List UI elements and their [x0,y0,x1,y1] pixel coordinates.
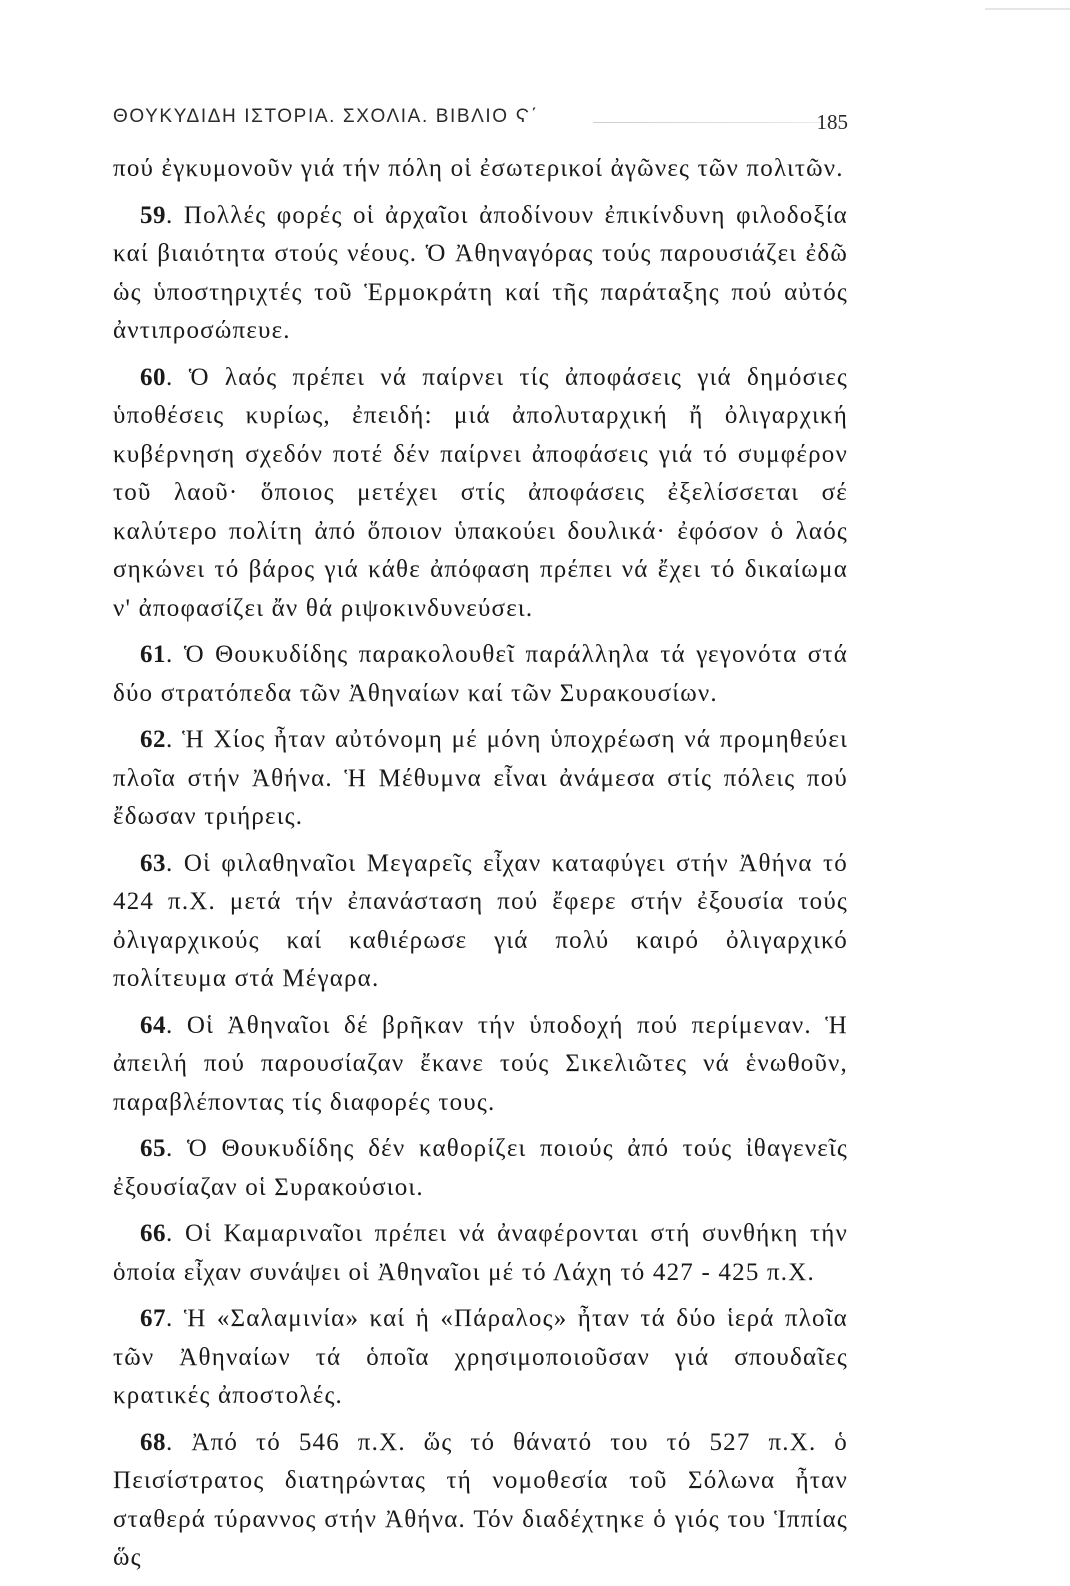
note-number: 67 [140,1305,166,1332]
note-number: 64 [140,1011,166,1039]
note-61: 61. Ὁ Θουκυδίδης παρακολουθεῖ παράλληλα τά γεγονότα στά δύο στρατόπεδα τῶν Ἀθηναίων καί τῶν Συρακουσίων. [113,641,848,707]
note-number: 63 [140,849,166,877]
note-63: 63. Οἱ φιλαθηναῖοι Μεγαρεῖς εἶχαν καταφύγει στήν Ἀθήνα τό 424 π.Χ. μετά τήν ἐπανάσταση πού ἔφερε στήν ἐξουσία τούς ὀλιγαρχικούς καί καθιέρωσε γιά πολύ καιρό ὀλιγαρχικό πολίτευμα στά Μέγαρα. [113,849,849,992]
scan-edge-mark [985,8,1070,10]
note-text: Ἡ «Σαλαμινία» καί ἡ «Πάραλος» ἦταν τά δύο ἱερά πλοῖα τῶν Ἀθηναίων τά ὁποῖα χρησιμοποιοῦσαν γιά σπουδαῖες κρατικές ἀποστολές. [113,1305,848,1409]
note-text: Ὁ Θουκυδίδης παρακολουθεῖ παράλληλα τά γεγονότα στά δύο στρατόπεδα τῶν Ἀθηναίων καί τῶν Συρακουσίων. [113,641,848,707]
running-head: ΘΟΥΚΥΔΙΔΗ ΙΣΤΟΡΙΑ. ΣΧΟΛΙΑ. ΒΙΒΛΙΟ Ϛ΄ [113,106,539,127]
note-text: Ἀπό τό 546 π.Χ. ὥς τό θάνατό του τό 527 π.Χ. ὁ Πεισίστρατος διατηρώντας τή νομοθεσία τοῦ Σόλωνα ἦταν σταθερά τύραννος στήν Ἀθήνα. Τόν διαδέχτηκε ὁ γιός του Ἱππίας ὥς [113,1428,849,1571]
header-rule [593,122,823,123]
note-59: 59. Πολλές φορές οἱ ἀρχαῖοι ἀποδίνουν ἐπικίνδυνη φιλοδοξία καί βιαιότητα στούς νέους. Ὁ Ἀθηναγόρας τούς παρουσιάζει ἐδῶ ὡς ὑποστηριχτές τοῦ Ἑρμοκράτη καί τῆς παράταξης πού αὐτός ἀντιπροσώπευε. [113,201,848,344]
note-number: 66 [140,1220,166,1247]
note-number: 65 [140,1135,166,1162]
paragraph-text: πού ἐγκυμονοῦν γιά τήν πόλη οἱ ἐσωτερικοί ἀγῶνες τῶν πολιτῶν. [113,155,844,182]
note-number: 61 [140,641,166,668]
note-62: 62. Ἡ Χίος ἦταν αὐτόνομη μέ μόνη ὑποχρέωση νά προμηθεύει πλοῖα στήν Ἀθήνα. Ἡ Μέθυμνα εἶναι ἀνάμεσα στίς πόλεις πού ἔδωσαν τριήρεις. [113,726,849,830]
note-text: Ἡ Χίος ἦταν αὐτόνομη μέ μόνη ὑποχρέωση νά προμηθεύει πλοῖα στήν Ἀθήνα. Ἡ Μέθυμνα εἶναι ἀνάμεσα στίς πόλεις πού ἔδωσαν τριήρεις. [113,726,849,830]
note-text: Οἱ Ἀθηναῖοι δέ βρῆκαν τήν ὑποδοχή πού περίμεναν. Ἡ ἀπειλή πού παρουσίαζαν ἔκανε τούς Σικελιῶτες νά ἑνωθοῦν, παραβλέποντας τίς διαφορές τους. [113,1011,848,1116]
note-67: 67. Ἡ «Σαλαμινία» καί ἡ «Πάραλος» ἦταν τά δύο ἱερά πλοῖα τῶν Ἀθηναίων τά ὁποῖα χρησιμοποιοῦσαν γιά σπουδαῖες κρατικές ἀποστολές. [113,1305,848,1409]
note-number: 68 [140,1428,166,1456]
note-text: Οἱ φιλαθηναῖοι Μεγαρεῖς εἶχαν καταφύγει στήν Ἀθήνα τό 424 π.Χ. μετά τήν ἐπανάσταση πού ἔφερε στήν ἐξουσία τούς ὀλιγαρχικούς καί καθιέρωσε γιά πολύ καιρό ὀλιγαρχικό πολίτευμα στά Μέγαρα. [113,849,849,992]
note-text: Ὁ λαός πρέπει νά παίρνει τίς ἀποφάσεις γιά δημόσιες ὑποθέσεις κυρίως, ἐπειδή: μιά ἀπολυταρχική ἤ ὀλιγαρχική κυβέρνηση σχεδόν ποτέ δέν παίρνει ἀποφάσεις γιά τό συμφέρον τοῦ λαοῦ· ὅποιος μετέχει στίς ἀποφάσεις ἐξελίσσεται σέ καλύτερο πολίτη ἀπό ὅποιον ὑπακούει δουλικά· ἐφόσον ὁ λαός σηκώνει τό βάρος γιά κάθε ἀπόφαση πρέπει νά ἔχει τό δικαίωμα ν' ἀποφασίζει ἄν θά ριψοκινδυνεύσει. [113,363,849,622]
note-65: 65. Ὁ Θουκυδίδης δέν καθορίζει ποιούς ἀπό τούς ἰθαγενεῖς ἐξουσίαζαν οἱ Συρακούσιοι. [113,1135,848,1201]
note-text: Ὁ Θουκυδίδης δέν καθορίζει ποιούς ἀπό τούς ἰθαγενεῖς ἐξουσίαζαν οἱ Συρακούσιοι. [113,1135,848,1201]
note-number: 59 [140,201,166,229]
note-64: 64. Οἱ Ἀθηναῖοι δέ βρῆκαν τήν ὑποδοχή πού περίμεναν. Ἡ ἀπειλή πού παρουσίαζαν ἔκανε τούς Σικελιῶτες νά ἑνωθοῦν, παραβλέποντας τίς διαφορές τους. [113,1011,848,1116]
paragraph-continuation [113,150,848,189]
note-60: 60. Ὁ λαός πρέπει νά παίρνει τίς ἀποφάσεις γιά δημόσιες ὑποθέσεις κυρίως, ἐπειδή: μιά ἀπολυταρχική ἤ ὀλιγαρχική κυβέρνηση σχεδόν ποτέ δέν παίρνει ἀποφάσεις γιά τό συμφέρον τοῦ λαοῦ· ὅποιος μετέχει στίς ἀποφάσεις ἐξελίσσεται σέ καλύτερο πολίτη ἀπό ὅποιον ὑπακούει δουλικά· ἐφόσον ὁ λαός σηκώνει τό βάρος γιά κάθε ἀπόφαση πρέπει νά ἔχει τό δικαίωμα ν' ἀποφασίζει ἄν θά ριψοκινδυνεύσει. [113,363,849,622]
note-66: 66. Οἱ Καμαριναῖοι πρέπει νά ἀναφέρονται στή συνθήκη τήν ὁποία εἶχαν συνάψει οἱ Ἀθηναῖοι μέ τό Λάχη τό 427 - 425 π.Χ. [113,1220,849,1286]
note-68: 68. Ἀπό τό 546 π.Χ. ὥς τό θάνατό του τό 527 π.Χ. ὁ Πεισίστρατος διατηρώντας τή νομοθεσία τοῦ Σόλωνα ἦταν σταθερά τύραννος στήν Ἀθήνα. Τόν διαδέχτηκε ὁ γιός του Ἱππίας ὥς [113,1428,849,1571]
page-number: 185 [816,110,848,134]
note-number: 62 [140,726,166,753]
body-text [113,150,848,1586]
note-number: 60 [140,363,166,391]
note-text: Οἱ Καμαριναῖοι πρέπει νά ἀναφέρονται στή συνθήκη τήν ὁποία εἶχαν συνάψει οἱ Ἀθηναῖοι μέ τό Λάχη τό 427 - 425 π.Χ. [113,1220,849,1286]
note-text: Πολλές φορές οἱ ἀρχαῖοι ἀποδίνουν ἐπικίνδυνη φιλοδοξία καί βιαιότητα στούς νέους. Ὁ Ἀθηναγόρας τούς παρουσιάζει ἐδῶ ὡς ὑποστηριχτές τοῦ Ἑρμοκράτη καί τῆς παράταξης πού αὐτός ἀντιπροσώπευε. [113,201,848,344]
page-header [113,100,848,136]
